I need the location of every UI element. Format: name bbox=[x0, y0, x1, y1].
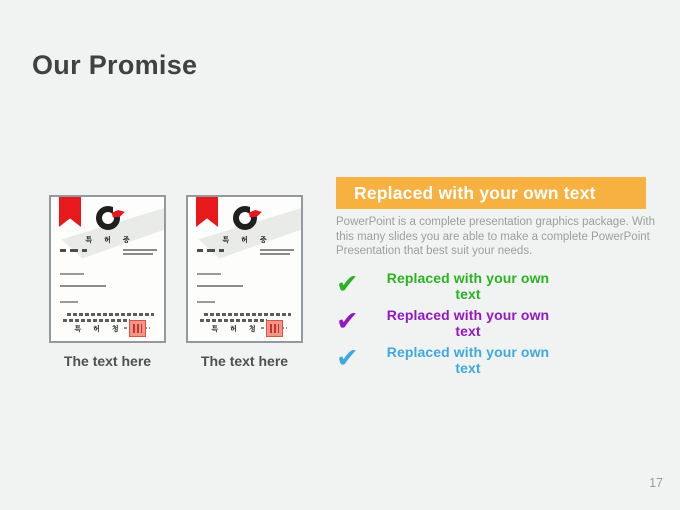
certificate-logo-icon bbox=[96, 206, 120, 230]
checklist bbox=[336, 270, 606, 381]
cert-paragraph-line bbox=[204, 313, 291, 316]
cert-text-line bbox=[60, 285, 106, 287]
page-title: Our Promise bbox=[32, 50, 198, 80]
checklist-item bbox=[336, 307, 606, 339]
ribbon-icon bbox=[196, 196, 218, 227]
checklist-item-label: Replaced with your own text bbox=[386, 307, 550, 339]
certificate-image bbox=[49, 195, 166, 343]
stamp-icon bbox=[129, 320, 146, 337]
checklist-item-label: Replaced with your own text bbox=[386, 344, 550, 376]
certificate-footer bbox=[51, 320, 164, 337]
stamp-icon bbox=[266, 320, 283, 337]
checklist-item-label: Replaced with your own text bbox=[386, 270, 550, 302]
checkmark-icon: ✔ bbox=[336, 269, 359, 299]
cert-text-line bbox=[197, 273, 221, 275]
cert-paragraph-line bbox=[67, 313, 154, 316]
certificate-doc-title: 특 허 증 bbox=[222, 237, 272, 244]
certificate-logo-icon bbox=[233, 206, 257, 230]
certificate-doc-title: 특 허 증 bbox=[85, 237, 135, 244]
cert-text-line bbox=[60, 273, 84, 275]
certificate-caption: The text here bbox=[200, 353, 289, 369]
cert-text-line bbox=[60, 301, 78, 303]
certificate-office-label: 특 허 청 bbox=[211, 325, 261, 333]
checklist-item bbox=[336, 270, 606, 302]
certificate-block bbox=[49, 195, 166, 369]
checkmark-icon: ✔ bbox=[336, 343, 359, 373]
checklist-item bbox=[336, 344, 606, 376]
page-number: 17 bbox=[649, 476, 663, 490]
certificate-image bbox=[186, 195, 303, 343]
certificate-caption: The text here bbox=[63, 353, 152, 369]
ribbon-icon bbox=[59, 196, 81, 227]
body-paragraph: PowerPoint is a complete presentation graphics package. With this many slides you are able to make a complete PowerPoint Presentation that best suit your needs. bbox=[336, 216, 655, 257]
cert-text-line bbox=[197, 301, 215, 303]
checkmark-icon: ✔ bbox=[336, 306, 359, 336]
certificate-block bbox=[186, 195, 303, 369]
certificate-info-row bbox=[197, 249, 294, 257]
certificate-footer bbox=[188, 320, 301, 337]
certificate-info-row bbox=[60, 249, 157, 257]
cert-text-line bbox=[197, 285, 243, 287]
highlight-banner: Replaced with your own text bbox=[336, 177, 646, 209]
certificate-office-label: 특 허 청 bbox=[74, 325, 124, 333]
